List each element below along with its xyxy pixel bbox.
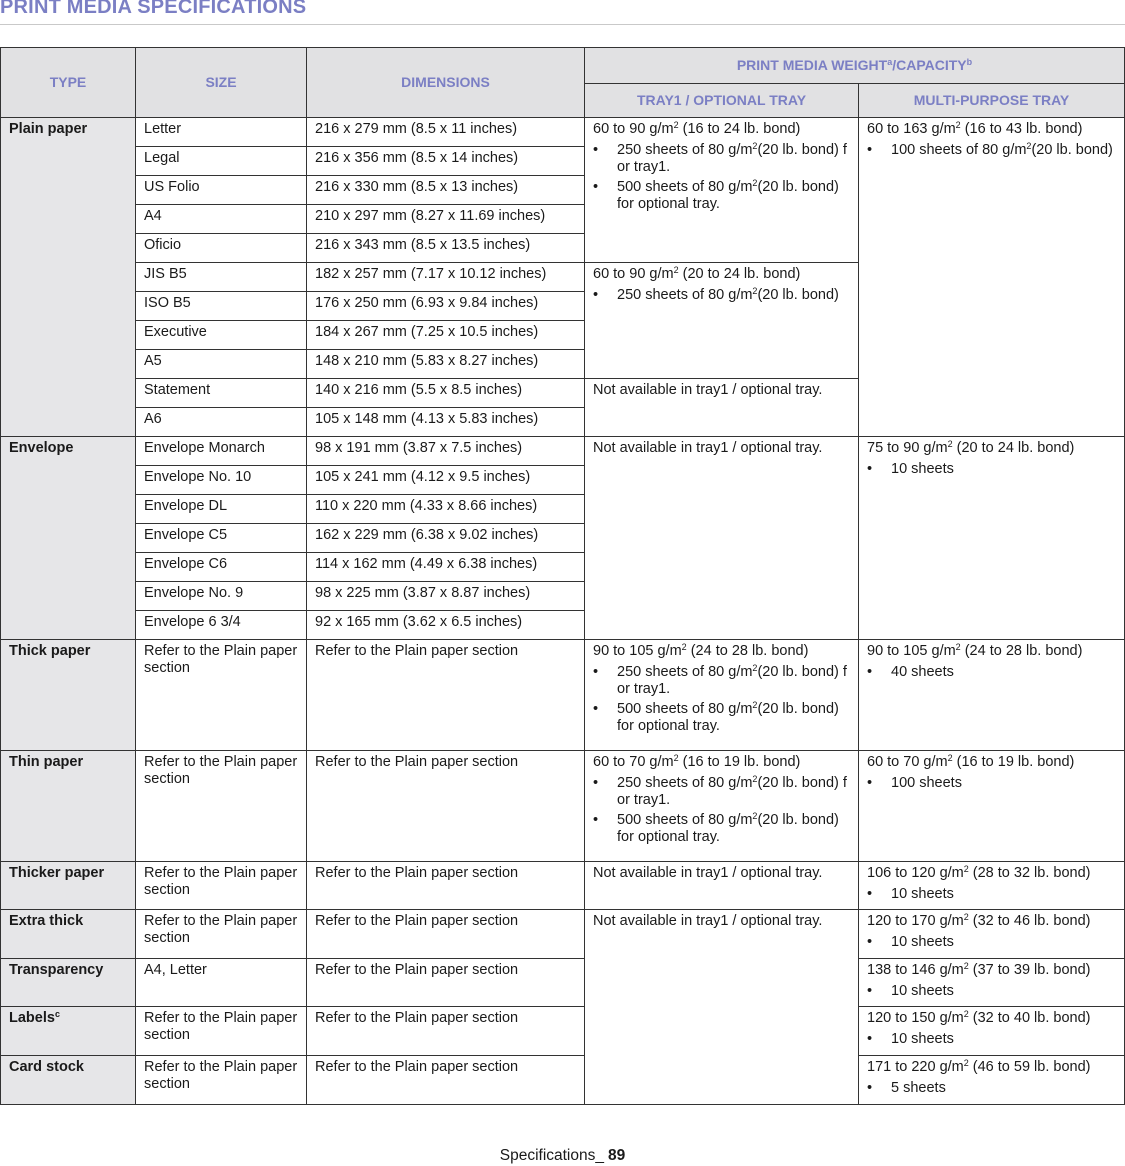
- dimension-cell: Refer to the Plain paper section: [307, 640, 585, 751]
- tray1-cell: Not available in tray1 / optional tray.: [585, 437, 859, 640]
- size-cell: A5: [136, 350, 307, 379]
- table-row: [1, 751, 1125, 862]
- size-cell: Envelope DL: [136, 495, 307, 524]
- dimension-cell: 216 x 330 mm (8.5 x 13 inches): [307, 176, 585, 205]
- header-print-media-weight: PRINT MEDIA WEIGHT$^a$/CAPACITY$^b$: [585, 48, 1125, 84]
- header-multipurpose-tray: MULTI-PURPOSE TRAY: [859, 84, 1125, 118]
- list-item: • 100 sheets of 80 $g/m^2(20$ lb. bond): [867, 142, 1120, 159]
- dimension-cell: 110 x 220 mm (4.33 x 8.66 inches): [307, 495, 585, 524]
- table-row: [1, 640, 1125, 751]
- title-divider: [0, 24, 1125, 25]
- list-item: • 5 sheets: [867, 1080, 1120, 1097]
- tray1-cell: 60 to 90 $g/m^2$ (20 to 24 lb. bond) • 250 sheets of 80 $g/m^2(20$ lb. bond): [585, 263, 859, 379]
- type-cell: Envelope: [1, 437, 136, 640]
- table-row: [1, 1007, 1125, 1056]
- page-footer: [0, 1147, 1125, 1165]
- type-cell: Thick paper: [1, 640, 136, 751]
- dimension-cell: Refer to the Plain paper section: [307, 751, 585, 862]
- size-cell: Legal: [136, 147, 307, 176]
- size-cell: A6: [136, 408, 307, 437]
- type-cell: Thicker paper: [1, 862, 136, 910]
- size-cell: A4: [136, 205, 307, 234]
- dimension-cell: 148 x 210 mm (5.83 x 8.27 inches): [307, 350, 585, 379]
- dimension-cell: 105 x 148 mm (4.13 x 5.83 inches): [307, 408, 585, 437]
- mp-cell: 106 to 120 $g/m^2$ (28 to 32 lb. bond) • 10 sheets: [859, 862, 1125, 910]
- dimension-cell: Refer to the Plain paper section: [307, 959, 585, 1007]
- type-cell: Labels$^c$: [1, 1007, 136, 1056]
- list-item: • 10 sheets: [867, 983, 1120, 1000]
- table-row: [1, 118, 1125, 147]
- mp-cell: 75 to 90 $g/m^2$ (20 to 24 lb. bond) • 10 sheets: [859, 437, 1125, 640]
- dimension-cell: 182 x 257 mm (7.17 x 10.12 inches): [307, 263, 585, 292]
- size-cell: JIS B5: [136, 263, 307, 292]
- dimension-cell: 162 x 229 mm (6.38 x 9.02 inches): [307, 524, 585, 553]
- mp-cell: 138 to 146 $g/m^2$ (37 to 39 lb. bond) • 10 sheets: [859, 959, 1125, 1007]
- size-cell: Statement: [136, 379, 307, 408]
- size-cell: Envelope No. 9: [136, 582, 307, 611]
- size-cell: Envelope Monarch: [136, 437, 307, 466]
- dimension-cell: Refer to the Plain paper section: [307, 862, 585, 910]
- header-type: TYPE: [1, 48, 136, 118]
- list-item: • 250 sheets of 80 $g/m^2(20$ lb. bond) f or tray1.: [593, 775, 854, 809]
- size-cell: Refer to the Plain paper section: [136, 910, 307, 959]
- tray1-cell: Not available in tray1 / optional tray.: [585, 862, 859, 910]
- tray1-cell: Not available in tray1 / optional tray.: [585, 379, 859, 437]
- mp-cell: 60 to 70 $g/m^2$ (16 to 19 lb. bond) • 100 sheets: [859, 751, 1125, 862]
- size-cell: Refer to the Plain paper section: [136, 1056, 307, 1105]
- table-row: [1, 437, 1125, 466]
- header-dimensions: DIMENSIONS: [307, 48, 585, 118]
- list-item: • 10 sheets: [867, 461, 1120, 478]
- dimension-cell: 140 x 216 mm (5.5 x 8.5 inches): [307, 379, 585, 408]
- size-cell: Oficio: [136, 234, 307, 263]
- list-item: • 500 sheets of 80 $g/m^2(20$ lb. bond) for optional tray.: [593, 812, 854, 846]
- size-cell: Refer to the Plain paper section: [136, 640, 307, 751]
- size-cell: Refer to the Plain paper section: [136, 751, 307, 862]
- header-size: SIZE: [136, 48, 307, 118]
- dimension-cell: 210 x 297 mm (8.27 x 11.69 inches): [307, 205, 585, 234]
- table-row: [1, 959, 1125, 1007]
- type-cell: Card stock: [1, 1056, 136, 1105]
- tray1-cell: 90 to 105 $g/m^2$ (24 to 28 lb. bond) • 250 sheets of 80 $g/m^2(20$ lb. bond) f or tray1. • 500 sheets of 80 $g/m^2(20$ lb. bond) for optional tray.: [585, 640, 859, 751]
- type-cell: Plain paper: [1, 118, 136, 437]
- table-row: [1, 862, 1125, 910]
- mp-cell: 60 to 163 $g/m^2$ (16 to 43 lb. bond) • 100 sheets of 80 $g/m^2(20$ lb. bond): [859, 118, 1125, 437]
- size-cell: ISO B5: [136, 292, 307, 321]
- mp-cell: 120 to 170 $g/m^2$ (32 to 46 lb. bond) • 10 sheets: [859, 910, 1125, 959]
- dimension-cell: 176 x 250 mm (6.93 x 9.84 inches): [307, 292, 585, 321]
- dimension-cell: Refer to the Plain paper section: [307, 1007, 585, 1056]
- list-item: • 40 sheets: [867, 664, 1120, 681]
- page-number: 89: [608, 1147, 626, 1164]
- dimension-cell: 98 x 191 mm (3.87 x 7.5 inches): [307, 437, 585, 466]
- mp-cell: 171 to 220 $g/m^2$ (46 to 59 lb. bond) • 5 sheets: [859, 1056, 1125, 1105]
- type-cell: Transparency: [1, 959, 136, 1007]
- mp-cell: 120 to 150 $g/m^2$ (32 to 40 lb. bond) • 10 sheets: [859, 1007, 1125, 1056]
- type-cell: Thin paper: [1, 751, 136, 862]
- dimension-cell: 114 x 162 mm (4.49 x 6.38 inches): [307, 553, 585, 582]
- dimension-cell: 184 x 267 mm (7.25 x 10.5 inches): [307, 321, 585, 350]
- dimension-cell: 216 x 356 mm (8.5 x 14 inches): [307, 147, 585, 176]
- list-item: • 100 sheets: [867, 775, 1120, 792]
- dimension-cell: Refer to the Plain paper section: [307, 1056, 585, 1105]
- size-cell: Envelope C5: [136, 524, 307, 553]
- print-media-spec-table: [0, 47, 1125, 1105]
- list-item: • 250 sheets of 80 $g/m^2(20$ lb. bond) f or tray1.: [593, 664, 854, 698]
- list-item: • 10 sheets: [867, 1031, 1120, 1048]
- tray1-cell: 60 to 70 $g/m^2$ (16 to 19 lb. bond) • 250 sheets of 80 $g/m^2(20$ lb. bond) f or tray1. • 500 sheets of 80 $g/m^2(20$ lb. bond) for optional tray.: [585, 751, 859, 862]
- table-row: [1, 1056, 1125, 1105]
- tray1-cell: 60 to 90 $g/m^2$ (16 to 24 lb. bond) • 250 sheets of 80 $g/m^2(20$ lb. bond) f or tray1. • 500 sheets of 80 $g/m^2(20$ lb. bond) for optional tray.: [585, 118, 859, 263]
- list-item: • 10 sheets: [867, 934, 1120, 951]
- table-row: [1, 910, 1125, 959]
- list-item: • 10 sheets: [867, 886, 1120, 903]
- size-cell: Refer to the Plain paper section: [136, 862, 307, 910]
- size-cell: Envelope No. 10: [136, 466, 307, 495]
- footer-section: Specifications_: [499, 1147, 604, 1164]
- dimension-cell: 92 x 165 mm (3.62 x 6.5 inches): [307, 611, 585, 640]
- size-cell: Refer to the Plain paper section: [136, 1007, 307, 1056]
- dimension-cell: 105 x 241 mm (4.12 x 9.5 inches): [307, 466, 585, 495]
- size-cell: Executive: [136, 321, 307, 350]
- mp-cell: 90 to 105 $g/m^2$ (24 to 28 lb. bond) • 40 sheets: [859, 640, 1125, 751]
- dimension-cell: 216 x 343 mm (8.5 x 13.5 inches): [307, 234, 585, 263]
- header-tray1: TRAY1 / OPTIONAL TRAY: [585, 84, 859, 118]
- page-title: PRINT MEDIA SPECIFICATIONS: [0, 0, 307, 18]
- dimension-cell: 216 x 279 mm (8.5 x 11 inches): [307, 118, 585, 147]
- size-cell: US Folio: [136, 176, 307, 205]
- type-cell: Extra thick: [1, 910, 136, 959]
- dimension-cell: 98 x 225 mm (3.87 x 8.87 inches): [307, 582, 585, 611]
- list-item: • 500 sheets of 80 $g/m^2(20$ lb. bond) for optional tray.: [593, 701, 854, 735]
- list-item: • 250 sheets of 80 $g/m^2(20$ lb. bond): [593, 287, 854, 304]
- list-item: • 500 sheets of 80 $g/m^2(20$ lb. bond) for optional tray.: [593, 179, 854, 213]
- size-cell: Envelope C6: [136, 553, 307, 582]
- size-cell: Letter: [136, 118, 307, 147]
- dimension-cell: Refer to the Plain paper section: [307, 910, 585, 959]
- size-cell: Envelope 6 3/4: [136, 611, 307, 640]
- list-item: • 250 sheets of 80 $g/m^2(20$ lb. bond) f or tray1.: [593, 142, 854, 176]
- size-cell: A4, Letter: [136, 959, 307, 1007]
- tray1-cell: Not available in tray1 / optional tray.: [585, 910, 859, 1105]
